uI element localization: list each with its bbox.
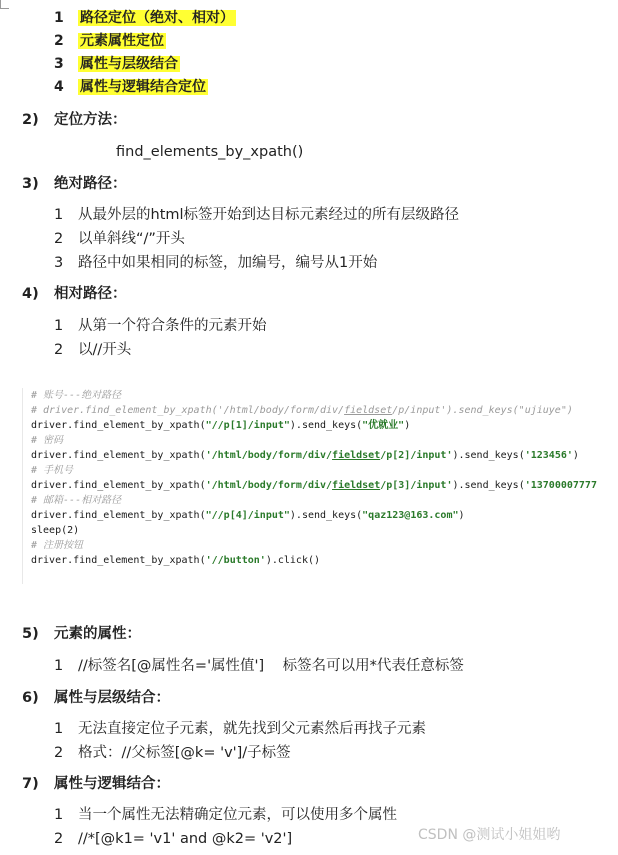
watermark: CSDN @测试小姐姐哟 — [418, 827, 561, 843]
code-comment: # 密码 — [31, 435, 64, 446]
code-block — [22, 388, 618, 584]
section-heading: 3) 绝对路径： — [22, 176, 127, 192]
code-comment: # driver.find_element_by_xpath('/html/body/form/div/fieldset/p/input').send_keys("ujiuye") — [31, 405, 573, 416]
code-line: driver.find_element_by_xpath('/html/body/form/div/fieldset/p[2]/input').send_keys('123456') — [31, 450, 579, 461]
code-line: driver.find_element_by_xpath('//button').click() — [31, 555, 321, 566]
highlighted-item: 3 属性与层级结合 — [54, 56, 178, 72]
list-item: 1 无法直接定位子元素，就先找到父元素然后再找子元素 — [54, 721, 426, 737]
code-comment: # 账号---绝对路径 — [31, 390, 122, 401]
section-heading: 4) 相对路径： — [22, 286, 127, 302]
section-heading: 5) 元素的属性： — [22, 626, 141, 642]
list-item: 1 当一个属性无法精确定位元素，可以使用多个属性 — [54, 807, 397, 823]
section-heading: 7) 属性与逻辑结合： — [22, 776, 170, 792]
highlighted-item: 4 属性与逻辑结合定位 — [54, 79, 206, 95]
list-item: 2 //*[@k1= 'v1' and @k2= 'v2'] — [54, 831, 293, 847]
code-line: driver.find_element_by_xpath("//p[1]/input").send_keys("优就业") — [31, 420, 411, 431]
list-item: 1 //标签名[@属性名='属性值'] 标签名可以用*代表任意标签 — [54, 658, 464, 674]
list-item: 1 从最外层的html标签开始到达目标元素经过的所有层级路径 — [54, 207, 460, 223]
list-item: 2 以//开头 — [54, 342, 132, 358]
list-item: 2 格式：//父标签[@k= 'v']/子标签 — [54, 745, 291, 761]
list-item: 1 从第一个符合条件的元素开始 — [54, 318, 267, 334]
code-line: driver.find_element_by_xpath('/html/body/form/div/fieldset/p[3]/input').send_keys('13700007777 — [31, 480, 597, 491]
code-comment: # 注册按钮 — [31, 540, 84, 551]
highlighted-item: 2 元素属性定位 — [54, 33, 164, 49]
page-corner-mark — [0, 0, 9, 9]
code-comment: # 手机号 — [31, 465, 74, 476]
section-heading: 2) 定位方法： — [22, 112, 127, 128]
section-heading: 6) 属性与层级结合： — [22, 690, 170, 706]
code-comment: # 邮箱---相对路径 — [31, 495, 122, 506]
list-item: 3 路径中如果相同的标签，加编号，编号从1开始 — [54, 255, 378, 271]
code-line: sleep(2) — [31, 525, 80, 536]
method-name: find_elements_by_xpath() — [116, 144, 304, 160]
code-line: driver.find_element_by_xpath("//p[4]/input").send_keys("qaz123@163.com") — [31, 510, 465, 521]
highlighted-item: 1 路径定位（绝对、相对） — [54, 10, 234, 26]
list-item: 2 以单斜线“/”开头 — [54, 231, 185, 247]
